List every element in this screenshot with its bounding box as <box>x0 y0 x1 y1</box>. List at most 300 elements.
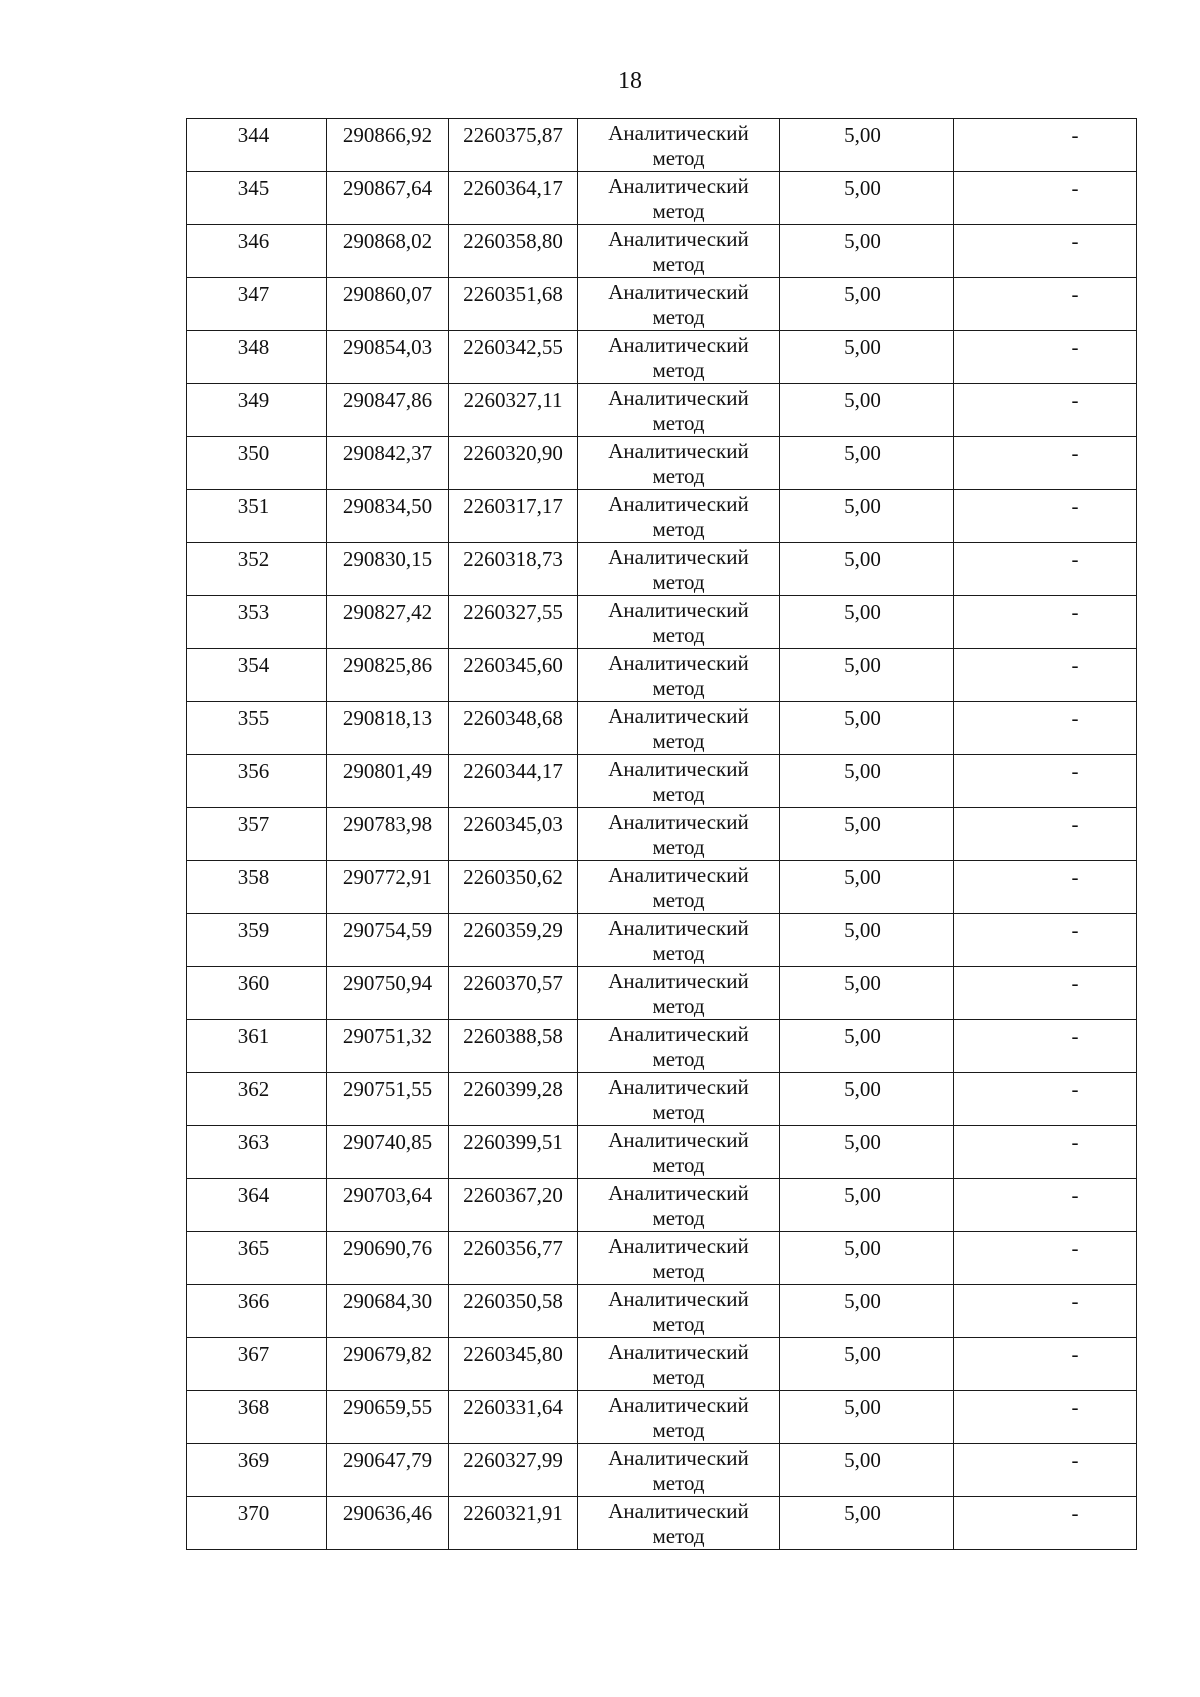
x-coordinate-cell-text: 290854,03 <box>342 335 433 359</box>
x-coordinate-cell <box>327 1497 449 1550</box>
method-cell <box>578 437 780 490</box>
accuracy-cell <box>780 702 954 755</box>
point-number-cell <box>187 1232 327 1285</box>
point-number-cell-text: 358 <box>237 865 270 889</box>
x-coordinate-cell <box>327 861 449 914</box>
method-line-1: Аналитический <box>608 386 749 410</box>
method-line-1: Аналитический <box>608 810 749 834</box>
y-coordinate-cell-text: 2260327,55 <box>463 600 563 624</box>
note-cell <box>954 1232 1137 1285</box>
point-number-cell <box>187 119 327 172</box>
y-coordinate-cell-text: 2260367,20 <box>463 1183 563 1207</box>
note-cell-text: - <box>1071 441 1079 465</box>
accuracy-cell-text: 5,00 <box>844 1289 881 1313</box>
x-coordinate-cell-text: 290751,32 <box>342 1024 433 1048</box>
note-cell-text: - <box>1071 971 1079 995</box>
point-number-cell-text: 364 <box>237 1183 270 1207</box>
accuracy-cell <box>780 1391 954 1444</box>
table-row <box>187 702 1137 755</box>
x-coordinate-cell <box>327 1020 449 1073</box>
method-line-2: метод <box>652 1365 705 1389</box>
y-coordinate-cell <box>449 1444 578 1497</box>
y-coordinate-cell-text: 2260331,64 <box>463 1395 563 1419</box>
x-coordinate-cell <box>327 1073 449 1126</box>
method-line-1: Аналитический <box>608 1181 749 1205</box>
y-coordinate-cell <box>449 119 578 172</box>
accuracy-cell <box>780 490 954 543</box>
x-coordinate-cell <box>327 278 449 331</box>
note-cell-text: - <box>1071 812 1079 836</box>
table-row <box>187 331 1137 384</box>
y-coordinate-cell-text: 2260399,28 <box>463 1077 563 1101</box>
point-number-cell <box>187 490 327 543</box>
note-cell-text: - <box>1071 547 1079 571</box>
y-coordinate-cell-text: 2260344,17 <box>463 759 563 783</box>
method-line-2: метод <box>652 1524 705 1548</box>
point-number-cell-text: 368 <box>237 1395 270 1419</box>
table-row <box>187 1391 1137 1444</box>
point-number-cell-text: 370 <box>237 1501 270 1525</box>
note-cell-text: - <box>1071 1501 1079 1525</box>
method-cell <box>578 172 780 225</box>
table-row <box>187 861 1137 914</box>
accuracy-cell-text: 5,00 <box>844 1342 881 1366</box>
method-cell <box>578 1073 780 1126</box>
point-number-cell <box>187 755 327 808</box>
accuracy-cell <box>780 119 954 172</box>
note-cell-text: - <box>1071 282 1079 306</box>
y-coordinate-cell <box>449 1391 578 1444</box>
x-coordinate-cell <box>327 437 449 490</box>
point-number-cell-text: 344 <box>237 123 270 147</box>
method-line-2: метод <box>652 835 705 859</box>
accuracy-cell <box>780 172 954 225</box>
method-line-2: метод <box>652 1100 705 1124</box>
method-line-2: метод <box>652 1047 705 1071</box>
point-number-cell <box>187 808 327 861</box>
point-number-cell-text: 355 <box>237 706 270 730</box>
note-cell <box>954 1497 1137 1550</box>
accuracy-cell-text: 5,00 <box>844 759 881 783</box>
y-coordinate-cell-text: 2260359,29 <box>463 918 563 942</box>
method-line-1: Аналитический <box>608 1340 749 1364</box>
table-row <box>187 755 1137 808</box>
point-number-cell <box>187 437 327 490</box>
method-line-1: Аналитический <box>608 1234 749 1258</box>
y-coordinate-cell <box>449 331 578 384</box>
accuracy-cell-text: 5,00 <box>844 441 881 465</box>
note-cell <box>954 278 1137 331</box>
accuracy-cell <box>780 1444 954 1497</box>
x-coordinate-cell <box>327 1391 449 1444</box>
point-number-cell <box>187 1497 327 1550</box>
point-number-cell <box>187 1020 327 1073</box>
point-number-cell <box>187 1285 327 1338</box>
note-cell-text: - <box>1071 706 1079 730</box>
note-cell-text: - <box>1071 918 1079 942</box>
note-cell-text: - <box>1071 494 1079 518</box>
accuracy-cell <box>780 596 954 649</box>
method-cell <box>578 331 780 384</box>
y-coordinate-cell <box>449 596 578 649</box>
note-cell-text: - <box>1071 759 1079 783</box>
method-line-2: метод <box>652 146 705 170</box>
note-cell <box>954 914 1137 967</box>
accuracy-cell-text: 5,00 <box>844 1236 881 1260</box>
note-cell <box>954 596 1137 649</box>
method-line-1: Аналитический <box>608 916 749 940</box>
y-coordinate-cell-text: 2260345,80 <box>463 1342 563 1366</box>
y-coordinate-cell-text: 2260321,91 <box>463 1501 563 1525</box>
note-cell <box>954 331 1137 384</box>
accuracy-cell <box>780 1073 954 1126</box>
x-coordinate-cell <box>327 1179 449 1232</box>
y-coordinate-cell-text: 2260327,11 <box>463 388 563 412</box>
method-line-1: Аналитический <box>608 651 749 675</box>
point-number-cell <box>187 861 327 914</box>
note-cell <box>954 119 1137 172</box>
note-cell <box>954 172 1137 225</box>
method-cell <box>578 1126 780 1179</box>
method-line-1: Аналитический <box>608 1075 749 1099</box>
accuracy-cell-text: 5,00 <box>844 865 881 889</box>
x-coordinate-cell-text: 290647,79 <box>342 1448 433 1472</box>
method-line-1: Аналитический <box>608 704 749 728</box>
accuracy-cell <box>780 437 954 490</box>
note-cell-text: - <box>1071 1236 1079 1260</box>
method-cell <box>578 1285 780 1338</box>
method-line-2: метод <box>652 994 705 1018</box>
accuracy-cell <box>780 1338 954 1391</box>
note-cell <box>954 702 1137 755</box>
method-cell <box>578 702 780 755</box>
coordinates-table <box>186 118 1137 1550</box>
accuracy-cell-text: 5,00 <box>844 600 881 624</box>
x-coordinate-cell-text: 290750,94 <box>342 971 433 995</box>
note-cell <box>954 543 1137 596</box>
x-coordinate-cell <box>327 1285 449 1338</box>
point-number-cell-text: 357 <box>237 812 270 836</box>
x-coordinate-cell-text: 290867,64 <box>342 176 433 200</box>
accuracy-cell <box>780 543 954 596</box>
note-cell <box>954 649 1137 702</box>
y-coordinate-cell-text: 2260342,55 <box>463 335 563 359</box>
y-coordinate-cell-text: 2260364,17 <box>463 176 563 200</box>
note-cell <box>954 967 1137 1020</box>
note-cell-text: - <box>1071 1077 1079 1101</box>
method-line-2: метод <box>652 411 705 435</box>
table-row <box>187 384 1137 437</box>
method-cell <box>578 1497 780 1550</box>
method-line-2: метод <box>652 623 705 647</box>
x-coordinate-cell <box>327 384 449 437</box>
y-coordinate-cell-text: 2260345,03 <box>463 812 563 836</box>
x-coordinate-cell-text: 290827,42 <box>342 600 433 624</box>
method-cell <box>578 1179 780 1232</box>
x-coordinate-cell-text: 290825,86 <box>342 653 433 677</box>
coordinates-table-body <box>187 119 1137 1550</box>
method-cell <box>578 914 780 967</box>
point-number-cell <box>187 1179 327 1232</box>
accuracy-cell-text: 5,00 <box>844 282 881 306</box>
point-number-cell-text: 369 <box>237 1448 270 1472</box>
accuracy-cell-text: 5,00 <box>844 1448 881 1472</box>
method-line-1: Аналитический <box>608 545 749 569</box>
y-coordinate-cell <box>449 967 578 1020</box>
note-cell <box>954 808 1137 861</box>
method-line-2: метод <box>652 1418 705 1442</box>
point-number-cell <box>187 1073 327 1126</box>
y-coordinate-cell <box>449 278 578 331</box>
method-cell <box>578 119 780 172</box>
accuracy-cell-text: 5,00 <box>844 1183 881 1207</box>
y-coordinate-cell <box>449 755 578 808</box>
x-coordinate-cell-text: 290679,82 <box>342 1342 433 1366</box>
method-line-2: метод <box>652 1471 705 1495</box>
method-cell <box>578 596 780 649</box>
method-cell <box>578 755 780 808</box>
accuracy-cell <box>780 278 954 331</box>
note-cell-text: - <box>1071 388 1079 412</box>
y-coordinate-cell <box>449 1020 578 1073</box>
accuracy-cell <box>780 755 954 808</box>
accuracy-cell <box>780 1179 954 1232</box>
method-cell <box>578 861 780 914</box>
method-line-2: метод <box>652 517 705 541</box>
method-line-2: метод <box>652 252 705 276</box>
method-line-2: метод <box>652 941 705 965</box>
y-coordinate-cell <box>449 1232 578 1285</box>
y-coordinate-cell-text: 2260350,58 <box>463 1289 563 1313</box>
point-number-cell <box>187 331 327 384</box>
accuracy-cell <box>780 331 954 384</box>
x-coordinate-cell <box>327 808 449 861</box>
table-row <box>187 1179 1137 1232</box>
page-number: 18 <box>618 68 642 94</box>
x-coordinate-cell-text: 290801,49 <box>342 759 433 783</box>
y-coordinate-cell <box>449 861 578 914</box>
point-number-cell-text: 366 <box>237 1289 270 1313</box>
x-coordinate-cell-text: 290772,91 <box>342 865 433 889</box>
point-number-cell <box>187 1391 327 1444</box>
x-coordinate-cell <box>327 490 449 543</box>
x-coordinate-cell <box>327 755 449 808</box>
accuracy-cell-text: 5,00 <box>844 971 881 995</box>
method-line-1: Аналитический <box>608 121 749 145</box>
method-cell <box>578 490 780 543</box>
x-coordinate-cell <box>327 596 449 649</box>
method-cell <box>578 278 780 331</box>
y-coordinate-cell-text: 2260320,90 <box>463 441 563 465</box>
table-row <box>187 649 1137 702</box>
point-number-cell <box>187 1126 327 1179</box>
y-coordinate-cell <box>449 543 578 596</box>
x-coordinate-cell <box>327 225 449 278</box>
y-coordinate-cell-text: 2260370,57 <box>463 971 563 995</box>
table-row <box>187 1126 1137 1179</box>
point-number-cell <box>187 702 327 755</box>
method-line-1: Аналитический <box>608 969 749 993</box>
table-row <box>187 225 1137 278</box>
point-number-cell-text: 359 <box>237 918 270 942</box>
method-cell <box>578 543 780 596</box>
y-coordinate-cell-text: 2260399,51 <box>463 1130 563 1154</box>
method-line-1: Аналитический <box>608 439 749 463</box>
y-coordinate-cell <box>449 1073 578 1126</box>
method-cell <box>578 1444 780 1497</box>
x-coordinate-cell <box>327 967 449 1020</box>
note-cell-text: - <box>1071 1395 1079 1419</box>
accuracy-cell-text: 5,00 <box>844 1077 881 1101</box>
y-coordinate-cell <box>449 1338 578 1391</box>
note-cell-text: - <box>1071 335 1079 359</box>
x-coordinate-cell <box>327 914 449 967</box>
note-cell <box>954 755 1137 808</box>
x-coordinate-cell-text: 290834,50 <box>342 494 433 518</box>
point-number-cell-text: 345 <box>237 176 270 200</box>
table-row <box>187 967 1137 1020</box>
method-line-1: Аналитический <box>608 1393 749 1417</box>
method-line-1: Аналитический <box>608 333 749 357</box>
method-line-1: Аналитический <box>608 1022 749 1046</box>
table-row <box>187 1444 1137 1497</box>
method-line-1: Аналитический <box>608 280 749 304</box>
note-cell <box>954 437 1137 490</box>
accuracy-cell <box>780 1497 954 1550</box>
point-number-cell <box>187 384 327 437</box>
point-number-cell <box>187 172 327 225</box>
x-coordinate-cell-text: 290703,64 <box>342 1183 433 1207</box>
accuracy-cell <box>780 1020 954 1073</box>
method-line-1: Аналитический <box>608 1128 749 1152</box>
point-number-cell-text: 362 <box>237 1077 270 1101</box>
x-coordinate-cell-text: 290740,85 <box>342 1130 433 1154</box>
accuracy-cell-text: 5,00 <box>844 547 881 571</box>
method-line-2: метод <box>652 888 705 912</box>
point-number-cell-text: 367 <box>237 1342 270 1366</box>
accuracy-cell <box>780 914 954 967</box>
x-coordinate-cell <box>327 1232 449 1285</box>
y-coordinate-cell <box>449 649 578 702</box>
y-coordinate-cell-text: 2260345,60 <box>463 653 563 677</box>
note-cell <box>954 1126 1137 1179</box>
point-number-cell <box>187 596 327 649</box>
method-line-2: метод <box>652 729 705 753</box>
point-number-cell-text: 348 <box>237 335 270 359</box>
method-line-2: метод <box>652 676 705 700</box>
y-coordinate-cell-text: 2260318,73 <box>463 547 563 571</box>
method-line-2: метод <box>652 782 705 806</box>
point-number-cell-text: 349 <box>237 388 270 412</box>
accuracy-cell <box>780 1232 954 1285</box>
method-line-2: метод <box>652 570 705 594</box>
point-number-cell-text: 352 <box>237 547 270 571</box>
y-coordinate-cell <box>449 172 578 225</box>
table-row <box>187 1232 1137 1285</box>
table-row <box>187 1020 1137 1073</box>
x-coordinate-cell <box>327 331 449 384</box>
method-line-1: Аналитический <box>608 863 749 887</box>
point-number-cell <box>187 914 327 967</box>
note-cell-text: - <box>1071 1448 1079 1472</box>
point-number-cell-text: 363 <box>237 1130 270 1154</box>
note-cell-text: - <box>1071 1024 1079 1048</box>
note-cell-text: - <box>1071 1342 1079 1366</box>
accuracy-cell-text: 5,00 <box>844 1130 881 1154</box>
point-number-cell-text: 351 <box>237 494 270 518</box>
method-cell <box>578 649 780 702</box>
accuracy-cell-text: 5,00 <box>844 1395 881 1419</box>
y-coordinate-cell-text: 2260356,77 <box>463 1236 563 1260</box>
accuracy-cell <box>780 861 954 914</box>
note-cell-text: - <box>1071 600 1079 624</box>
accuracy-cell-text: 5,00 <box>844 1024 881 1048</box>
method-cell <box>578 1391 780 1444</box>
y-coordinate-cell <box>449 1497 578 1550</box>
method-line-2: метод <box>652 1206 705 1230</box>
note-cell <box>954 225 1137 278</box>
note-cell-text: - <box>1071 865 1079 889</box>
method-line-1: Аналитический <box>608 492 749 516</box>
table-row <box>187 437 1137 490</box>
point-number-cell-text: 353 <box>237 600 270 624</box>
accuracy-cell-text: 5,00 <box>844 653 881 677</box>
note-cell-text: - <box>1071 123 1079 147</box>
accuracy-cell-text: 5,00 <box>844 176 881 200</box>
x-coordinate-cell <box>327 1126 449 1179</box>
note-cell-text: - <box>1071 229 1079 253</box>
note-cell <box>954 1285 1137 1338</box>
y-coordinate-cell <box>449 1126 578 1179</box>
method-line-1: Аналитический <box>608 757 749 781</box>
point-number-cell-text: 350 <box>237 441 270 465</box>
point-number-cell-text: 356 <box>237 759 270 783</box>
accuracy-cell <box>780 1126 954 1179</box>
note-cell-text: - <box>1071 176 1079 200</box>
y-coordinate-cell-text: 2260388,58 <box>463 1024 563 1048</box>
y-coordinate-cell-text: 2260358,80 <box>463 229 563 253</box>
method-line-2: метод <box>652 464 705 488</box>
y-coordinate-cell-text: 2260327,99 <box>463 1448 563 1472</box>
note-cell <box>954 1444 1137 1497</box>
y-coordinate-cell <box>449 914 578 967</box>
accuracy-cell-text: 5,00 <box>844 918 881 942</box>
point-number-cell <box>187 1338 327 1391</box>
accuracy-cell-text: 5,00 <box>844 494 881 518</box>
point-number-cell <box>187 967 327 1020</box>
y-coordinate-cell-text: 2260351,68 <box>463 282 563 306</box>
note-cell <box>954 1391 1137 1444</box>
method-line-2: метод <box>652 305 705 329</box>
y-coordinate-cell <box>449 437 578 490</box>
accuracy-cell <box>780 225 954 278</box>
method-cell <box>578 1232 780 1285</box>
point-number-cell-text: 354 <box>237 653 270 677</box>
x-coordinate-cell <box>327 543 449 596</box>
table-row <box>187 278 1137 331</box>
point-number-cell-text: 347 <box>237 282 270 306</box>
accuracy-cell <box>780 649 954 702</box>
x-coordinate-cell-text: 290830,15 <box>342 547 433 571</box>
accuracy-cell <box>780 1285 954 1338</box>
point-number-cell <box>187 225 327 278</box>
y-coordinate-cell <box>449 702 578 755</box>
x-coordinate-cell-text: 290754,59 <box>342 918 433 942</box>
method-line-1: Аналитический <box>608 598 749 622</box>
point-number-cell-text: 365 <box>237 1236 270 1260</box>
x-coordinate-cell-text: 290842,37 <box>342 441 433 465</box>
method-line-1: Аналитический <box>608 1499 749 1523</box>
